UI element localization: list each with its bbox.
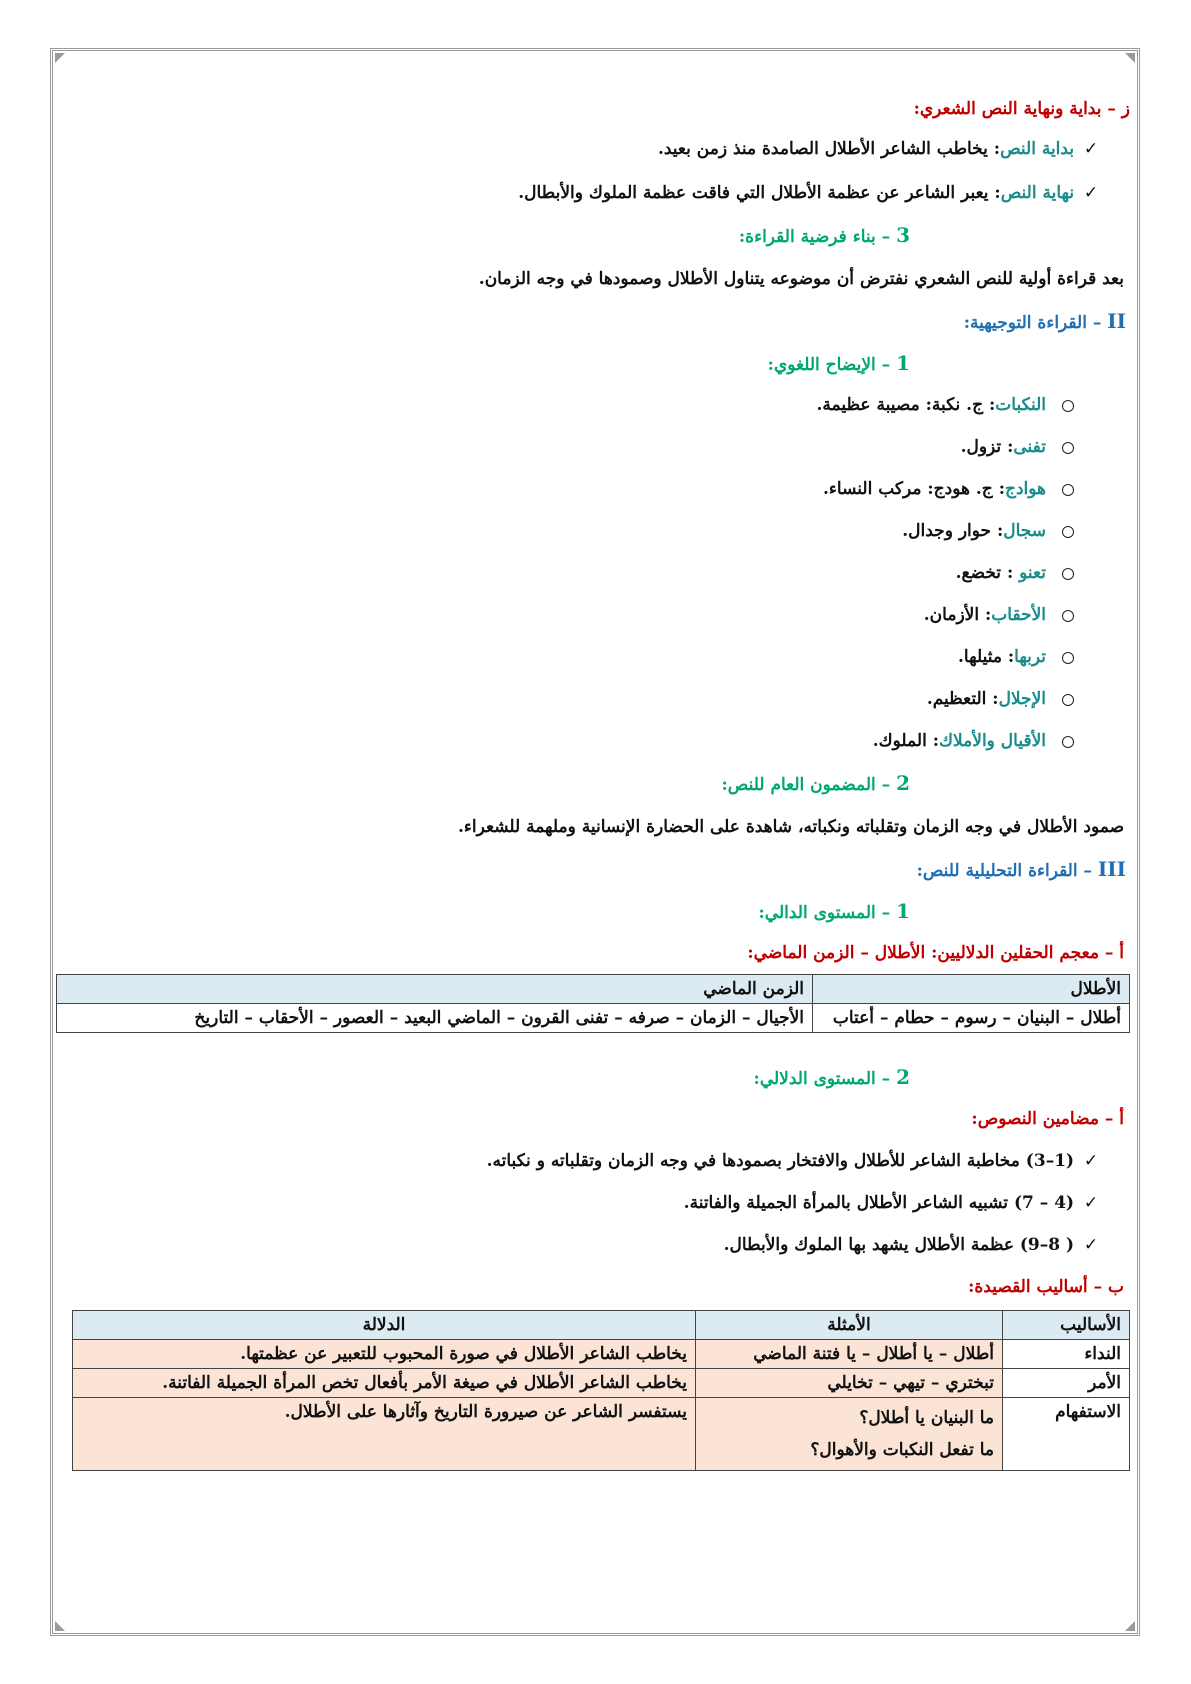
content-item <box>56 1148 1102 1174</box>
content-item <box>56 1232 1102 1258</box>
lexical-number: 1 <box>896 351 910 375</box>
table-header-row <box>73 1311 1130 1340</box>
verse-range: (1–3) <box>1025 1151 1075 1171</box>
corner-ornament <box>1125 53 1135 63</box>
general-number: 2 <box>896 771 910 795</box>
section-z-heading: ز – بداية ونهاية النص الشعري: <box>913 99 1130 119</box>
general-text: صمود الأطلال في وجه الزمان وتقلباته ونكباته، شاهدة على الحضارة الإنسانية وملهمة للشعراء. <box>457 817 1124 837</box>
table-header-cell: الزمن الماضي <box>57 975 813 1004</box>
check-icon: ✓ <box>1083 1151 1099 1171</box>
start-line <box>56 136 1102 162</box>
table-cell: أطلال – يا أطلال – يا فتنة الماضي <box>696 1340 1003 1369</box>
general-title: – المضمون العام للنص: <box>721 775 897 795</box>
check-icon: ✓ <box>1083 1235 1099 1255</box>
table-cell: يخاطب الشاعر الأطلال في صيغة الأمر بأفعال تخص المرأة الجميلة الفاتنة. <box>73 1369 696 1398</box>
glossary-term: سجال <box>1003 521 1046 541</box>
bullet-circle-icon <box>1062 568 1074 580</box>
table-cell: الأمر <box>1003 1369 1130 1398</box>
end-text: : يعبر الشاعر عن عظمة الأطلال التي فاقت عظمة الملوك والأبطال. <box>518 183 1001 203</box>
lexicon-heading: أ – معجم الحقلين الدلاليين: الأطلال – الزمن الماضي: <box>747 943 1124 963</box>
verse-range: ( 8–9) <box>1019 1235 1075 1255</box>
table-header-cell: الأساليب <box>1003 1311 1130 1340</box>
semantic1-heading <box>56 898 910 926</box>
start-label: بداية النص <box>1000 139 1075 159</box>
table-cell: يستفسر الشاعر عن صيرورة التاريخ وآثارها على الأطلال. <box>73 1398 696 1471</box>
table-row <box>57 1004 1130 1033</box>
glossary-term: هوادج <box>1004 479 1046 499</box>
example-line: ما تفعل النكبات والأهوال؟ <box>810 1440 994 1460</box>
hypothesis-heading <box>56 222 910 250</box>
glossary-item <box>56 602 1074 628</box>
glossary-definition: : مثيلها. <box>958 647 1015 667</box>
check-icon: ✓ <box>1083 1193 1099 1213</box>
content-text: عظمة الأطلال يشهد بها الملوك والأبطال. <box>723 1235 1020 1255</box>
table-cell: النداء <box>1003 1340 1130 1369</box>
corner-ornament <box>1125 1621 1135 1631</box>
glossary-definition: : تخضع. <box>955 563 1020 583</box>
bullet-circle-icon <box>1062 442 1074 454</box>
glossary-term: الإجلال <box>998 689 1046 709</box>
lexical-heading <box>56 350 910 378</box>
check-icon: ✓ <box>1083 183 1099 203</box>
bullet-circle-icon <box>1062 652 1074 664</box>
start-text: : يخاطب الشاعر الأطلال الصامدة منذ زمن بعيد. <box>657 139 1001 159</box>
section-iii-title: – القراءة التحليلية للنص: <box>916 861 1098 881</box>
table-row <box>73 1398 1130 1471</box>
semantic2-title: – المستوى الدلالي: <box>753 1069 897 1089</box>
glossary-definition: : ج. هودج: مركب النساء. <box>823 479 1005 499</box>
glossary-item <box>56 518 1074 544</box>
section-iii-number: III <box>1097 857 1126 881</box>
verse-range: (4 – 7) <box>1013 1193 1075 1213</box>
glossary-definition: : تزول. <box>960 437 1014 457</box>
section-iii-heading <box>56 856 1126 884</box>
table-header-cell: الأطلال <box>813 975 1130 1004</box>
lexicon-table <box>56 974 1130 1033</box>
hypothesis-number: 3 <box>896 223 910 247</box>
table-cell: أطلال – البنيان – رسوم – حطام – أعتاب <box>813 1004 1130 1033</box>
table-header-cell: الأمثلة <box>696 1311 1003 1340</box>
table-row <box>73 1369 1130 1398</box>
section-ii-heading <box>56 308 1126 336</box>
general-heading <box>56 770 910 798</box>
table-cell: الاستفهام <box>1003 1398 1130 1471</box>
example-line: ما البنيان يا أطلال؟ <box>859 1408 994 1428</box>
glossary-item <box>56 728 1074 754</box>
glossary-item <box>56 686 1074 712</box>
glossary-item <box>56 476 1074 502</box>
contents-heading: أ – مضامين النصوص: <box>971 1109 1124 1129</box>
table-header-row <box>57 975 1130 1004</box>
glossary-item <box>56 560 1074 586</box>
glossary-term: تربها <box>1014 647 1046 667</box>
glossary-definition: : حوار وجدال. <box>902 521 1004 541</box>
table-cell: تبختري – تيهي – تخايلي <box>696 1369 1003 1398</box>
table-cell: الأجيال – الزمان – صرفه – تفنى القرون – الماضي البعيد – العصور – الأحقاب – التاريخ <box>57 1004 813 1033</box>
corner-ornament <box>55 1621 65 1631</box>
glossary-item <box>56 434 1074 460</box>
bullet-circle-icon <box>1062 484 1074 496</box>
glossary-term: تعنو <box>1019 563 1046 583</box>
glossary-definition: : الأزمان. <box>923 605 992 625</box>
glossary-definition: : ج. نكبة: مصيبة عظيمة. <box>816 395 996 415</box>
bullet-circle-icon <box>1062 736 1074 748</box>
glossary-item <box>56 392 1074 418</box>
hypothesis-title: – بناء فرضية القراءة: <box>738 227 897 247</box>
content-text: تشبيه الشاعر الأطلال بالمرأة الجميلة والفاتنة. <box>683 1193 1014 1213</box>
content-text: مخاطبة الشاعر للأطلال والافتخار بصمودها في وجه الزمان وتقلباته و نكباته. <box>486 1151 1026 1171</box>
bullet-circle-icon <box>1062 610 1074 622</box>
glossary-term: الأحقاب <box>991 605 1046 625</box>
bullet-circle-icon <box>1062 694 1074 706</box>
semantic2-heading <box>56 1064 910 1092</box>
table-header-cell: الدلالة <box>73 1311 696 1340</box>
glossary-term: النكبات <box>995 395 1046 415</box>
table-cell: يخاطب الشاعر الأطلال في صورة المحبوب للتعبير عن عظمتها. <box>73 1340 696 1369</box>
lexical-title: – الإيضاح اللغوي: <box>767 355 897 375</box>
glossary-term: الأقيال والأملاك <box>938 731 1046 751</box>
corner-ornament <box>55 53 65 63</box>
bullet-circle-icon <box>1062 526 1074 538</box>
semantic1-title: – المستوى الدالي: <box>758 903 897 923</box>
glossary-definition: : الملوك. <box>872 731 939 751</box>
content-item <box>56 1190 1102 1216</box>
styles-table <box>72 1310 1130 1471</box>
styles-heading: ب – أساليب القصيدة: <box>968 1277 1124 1297</box>
bullet-circle-icon <box>1062 400 1074 412</box>
glossary-definition: : التعظيم. <box>926 689 999 709</box>
semantic2-number: 2 <box>896 1065 910 1089</box>
section-ii-number: II <box>1107 309 1126 333</box>
glossary-term: تفنى <box>1013 437 1046 457</box>
end-label: نهاية النص <box>1000 183 1075 203</box>
end-line <box>56 180 1102 206</box>
glossary-item <box>56 644 1074 670</box>
section-ii-title: – القراءة التوجيهية: <box>963 313 1108 333</box>
semantic1-number: 1 <box>896 899 910 923</box>
check-icon: ✓ <box>1083 139 1099 159</box>
table-cell <box>696 1398 1003 1471</box>
hypothesis-text: بعد قراءة أولية للنص الشعري نفترض أن موضوعه يتناول الأطلال وصمودها في وجه الزمان. <box>478 269 1124 289</box>
table-row <box>73 1340 1130 1369</box>
